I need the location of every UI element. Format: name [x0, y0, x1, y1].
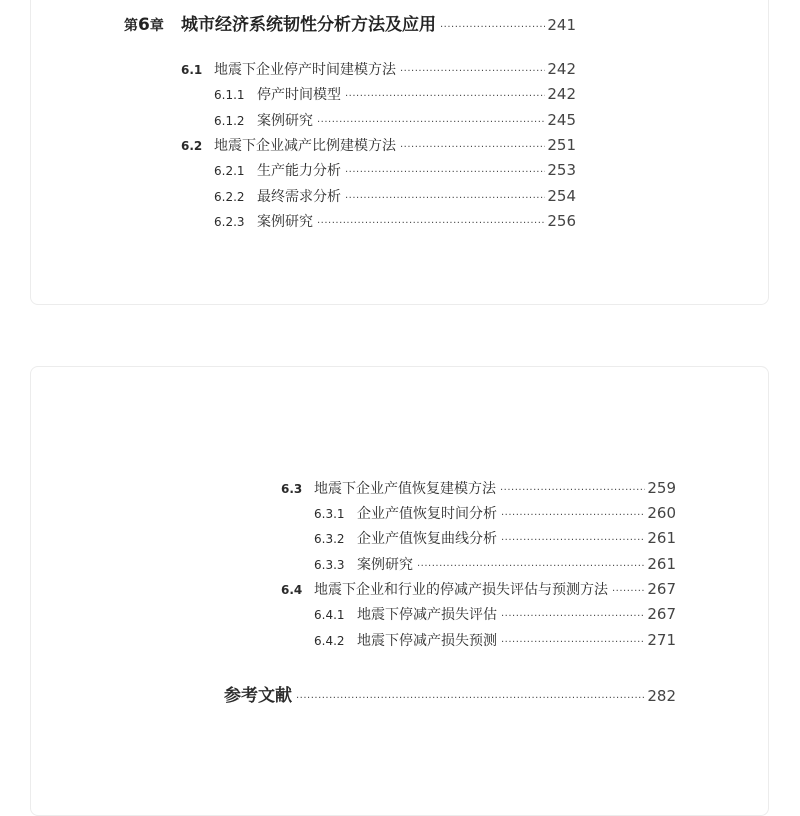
subsection-title: 案例研究	[257, 113, 313, 129]
page-number: 242	[547, 60, 576, 78]
subsection-number: 6.4.2	[314, 634, 345, 648]
toc-entry-6-4[interactable]	[281, 579, 676, 599]
page-number: 254	[547, 187, 576, 205]
subsection-title: 案例研究	[357, 557, 413, 573]
section-title: 地震下企业减产比例建模方法	[214, 138, 396, 154]
toc-entry-6-2[interactable]	[181, 135, 576, 155]
page-number: 261	[647, 555, 676, 573]
subsection-title: 地震下停减产损失评估	[357, 607, 497, 623]
toc-entry-6-3[interactable]	[281, 478, 676, 498]
dot-leader	[500, 485, 645, 496]
subsection-title: 企业产值恢复曲线分析	[357, 531, 497, 547]
subsection-title: 最终需求分析	[257, 189, 341, 205]
section-number: 6.4	[281, 583, 303, 597]
page-number: 267	[647, 605, 676, 623]
dot-leader	[501, 535, 645, 546]
toc-entry-6-1-2[interactable]	[214, 110, 576, 130]
subsection-title: 企业产值恢复时间分析	[357, 506, 497, 522]
dot-leader	[317, 117, 545, 128]
section-number: 6.3	[281, 482, 303, 496]
dot-leader	[296, 693, 645, 704]
page-number: 259	[647, 479, 676, 497]
dot-leader	[440, 22, 545, 33]
dot-leader	[317, 218, 545, 229]
dot-leader	[400, 66, 545, 77]
subsection-number: 6.2.3	[214, 215, 245, 229]
toc-entry-6-3-2[interactable]	[314, 528, 676, 548]
toc-entry-6-1[interactable]	[181, 59, 576, 79]
subsection-number: 6.3.2	[314, 532, 345, 546]
dot-leader	[417, 561, 645, 572]
page-number: 260	[647, 504, 676, 522]
chapter-page-number: 241	[547, 16, 576, 34]
subsection-number: 6.1.2	[214, 114, 245, 128]
toc-entry-6-4-2[interactable]	[314, 630, 676, 650]
page-number: 256	[547, 212, 576, 230]
dot-leader	[345, 167, 545, 178]
dot-leader	[345, 193, 545, 204]
subsection-title: 案例研究	[257, 214, 313, 230]
subsection-number: 6.3.3	[314, 558, 345, 572]
page-number: 253	[547, 161, 576, 179]
toc-entry-references[interactable]	[224, 681, 676, 706]
page-number: 267	[647, 580, 676, 598]
toc-entry-6-3-1[interactable]	[314, 503, 676, 523]
page-number: 242	[547, 85, 576, 103]
toc-entry-6-3-3[interactable]	[314, 554, 676, 574]
subsection-title: 地震下停减产损失预测	[357, 633, 497, 649]
chapter-number: 第6章	[124, 15, 164, 35]
dot-leader	[501, 637, 645, 648]
subsection-number: 6.3.1	[314, 507, 345, 521]
dot-leader	[501, 611, 645, 622]
page-number: 271	[647, 631, 676, 649]
references-title: 参考文献	[224, 686, 292, 706]
toc-entry-6-2-2[interactable]	[214, 186, 576, 206]
page-number: 282	[647, 687, 676, 705]
dot-leader	[345, 91, 545, 102]
subsection-title: 生产能力分析	[257, 163, 341, 179]
section-number: 6.1	[181, 63, 203, 77]
page-number: 261	[647, 529, 676, 547]
section-title: 地震下企业和行业的停减产损失评估与预测方法	[314, 582, 608, 598]
page-number: 245	[547, 111, 576, 129]
section-title: 地震下企业停产时间建模方法	[214, 62, 396, 78]
dot-leader	[612, 586, 645, 597]
section-number: 6.2	[181, 139, 203, 153]
toc-entry-6-1-1[interactable]	[214, 84, 576, 104]
toc-entry-6-2-3[interactable]	[214, 211, 576, 231]
dot-leader	[501, 510, 645, 521]
subsection-number: 6.1.1	[214, 88, 245, 102]
toc-entry-6-2-1[interactable]	[214, 160, 576, 180]
section-title: 地震下企业产值恢复建模方法	[314, 481, 496, 497]
subsection-number: 6.4.1	[314, 608, 345, 622]
page-number: 251	[547, 136, 576, 154]
subsection-number: 6.2.2	[214, 190, 245, 204]
toc-entry-6-4-1[interactable]	[314, 604, 676, 624]
subsection-number: 6.2.1	[214, 164, 245, 178]
subsection-title: 停产时间模型	[257, 87, 341, 103]
chapter-heading[interactable]	[124, 10, 576, 35]
chapter-title: 城市经济系统韧性分析方法及应用	[181, 15, 436, 35]
dot-leader	[400, 142, 545, 153]
